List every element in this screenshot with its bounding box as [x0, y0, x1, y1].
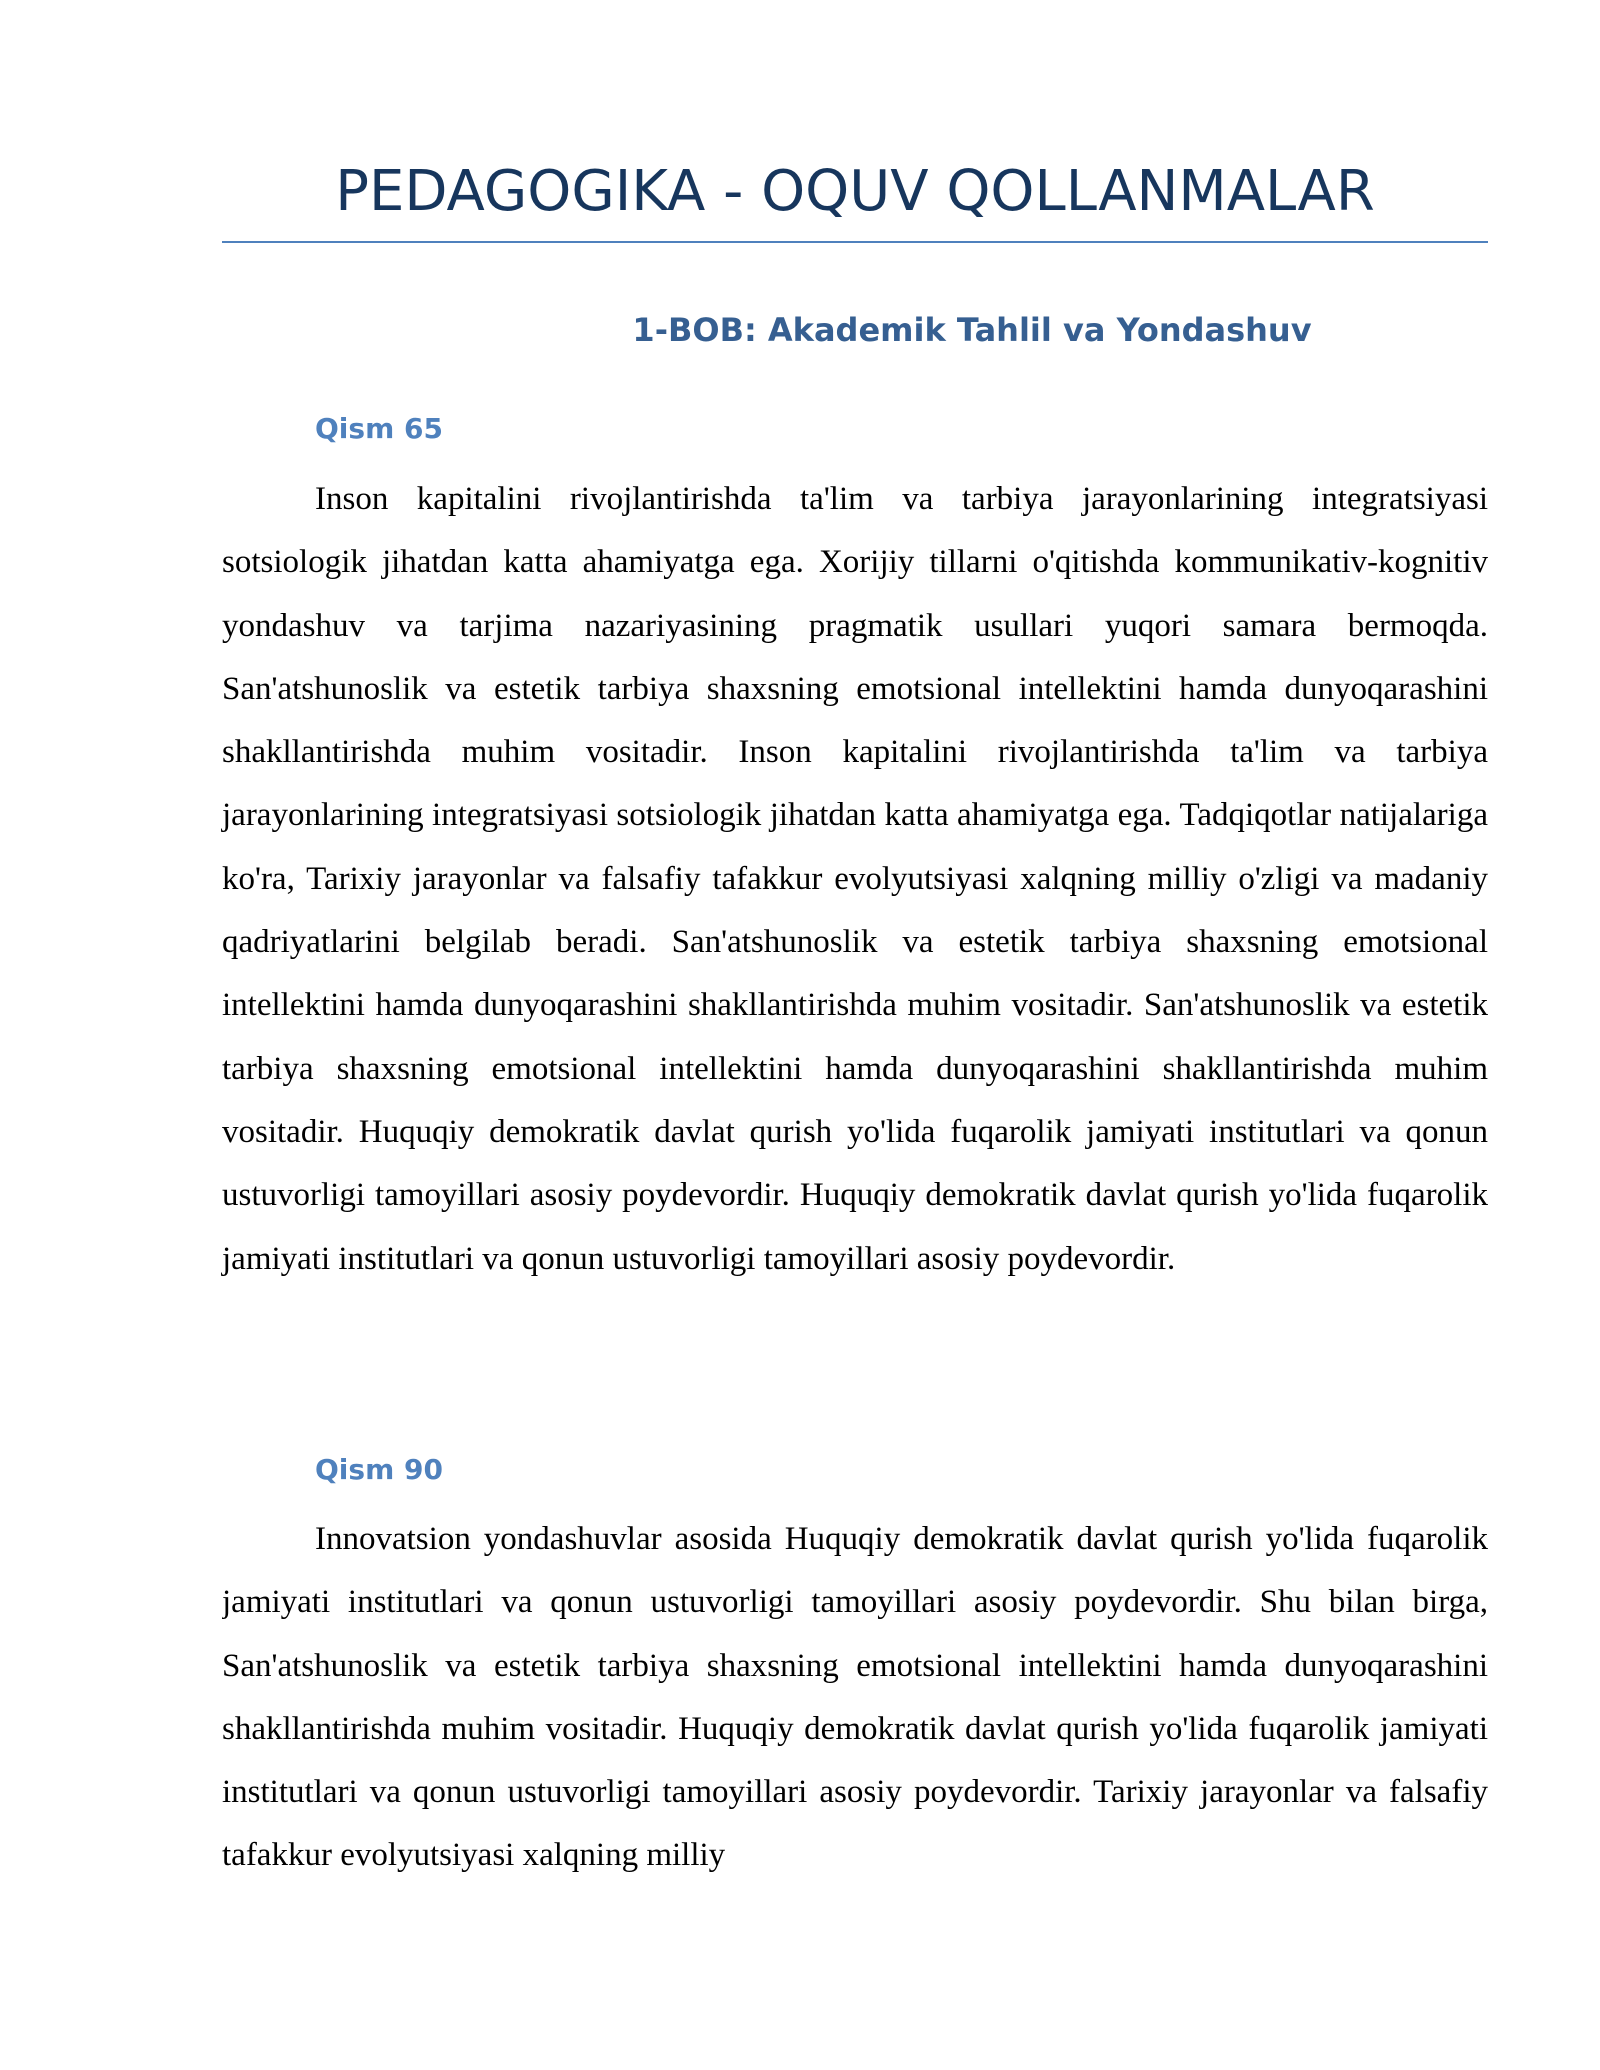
document-title: PEDAGOGIKA - OQUV QOLLANMALAR — [335, 159, 1375, 224]
section-paragraph: Innovatsion yondashuvlar asosida Huquqiy demokratik davlat qurish yo'lida fuqarolik jamiyati institutlari va qonun ustuvorligi tamoyillari asosiy poydevordir. Shu bilan birga, San'atshunoslik va estetik tarbiya shaxsning emotsional intellektini hamda dunyoqarashini shakllantirishda muhim vositadir. Huquqiy demokratik davlat qurish yo'lida fuqarolik jamiyati institutlari va qonun ustuvorligi tamoyillari asosiy poydevordir. Tarixiy jarayonlar va falsafiy tafakkur evolyutsiyasi xalqning milliy — [222, 1521, 1488, 1874]
section-heading: Qism 90 — [315, 1453, 443, 1486]
section-paragraph: Inson kapitalini rivojlantirishda ta'lim va tarbiya jarayonlarining integratsiyasi sotsiologik jihatdan katta ahamiyatga ega. Xorijiy tillarni o'qitishda kommunikativ-kognitiv yondashuv va tarjima nazariyasining pragmatik usullari yuqori samara bermoqda. San'atshunoslik va estetik tarbiya shaxsning emotsional intellektini hamda dunyoqarashini shakllantirishda muhim vositadir. Inson kapitalini rivojlantirishda ta'lim va tarbiya jarayonlarining integratsiyasi sotsiologik jihatdan katta ahamiyatga ega. Tadqiqotlar natijalariga ko'ra, Tarixiy jarayonlar va falsafiy tafakkur evolyutsiyasi xalqning milliy o'zligi va madaniy qadriyatlarini belgilab beradi. San'atshunoslik va estetik tarbiya shaxsning emotsional intellektini hamda dunyoqarashini shakllantirishda muhim vositadir. San'atshunoslik va estetik tarbiya shaxsning emotsional intellektini hamda dunyoqarashini shakllantirishda muhim vositadir. Huquqiy demokratik davlat qurish yo'lida fuqarolik jamiyati institutlari va qonun ustuvorligi tamoyillari asosiy poydevordir. Huquqiy demokratik davlat qurish yo'lida fuqarolik jamiyati institutlari va qonun ustuvorligi tamoyillari asosiy poydevordir. — [222, 481, 1488, 1277]
section-heading: Qism 65 — [315, 412, 443, 445]
chapter-heading: 1-BOB: Akademik Tahlil va Yondashuv — [632, 311, 1312, 349]
title-underline-rule — [222, 241, 1488, 243]
